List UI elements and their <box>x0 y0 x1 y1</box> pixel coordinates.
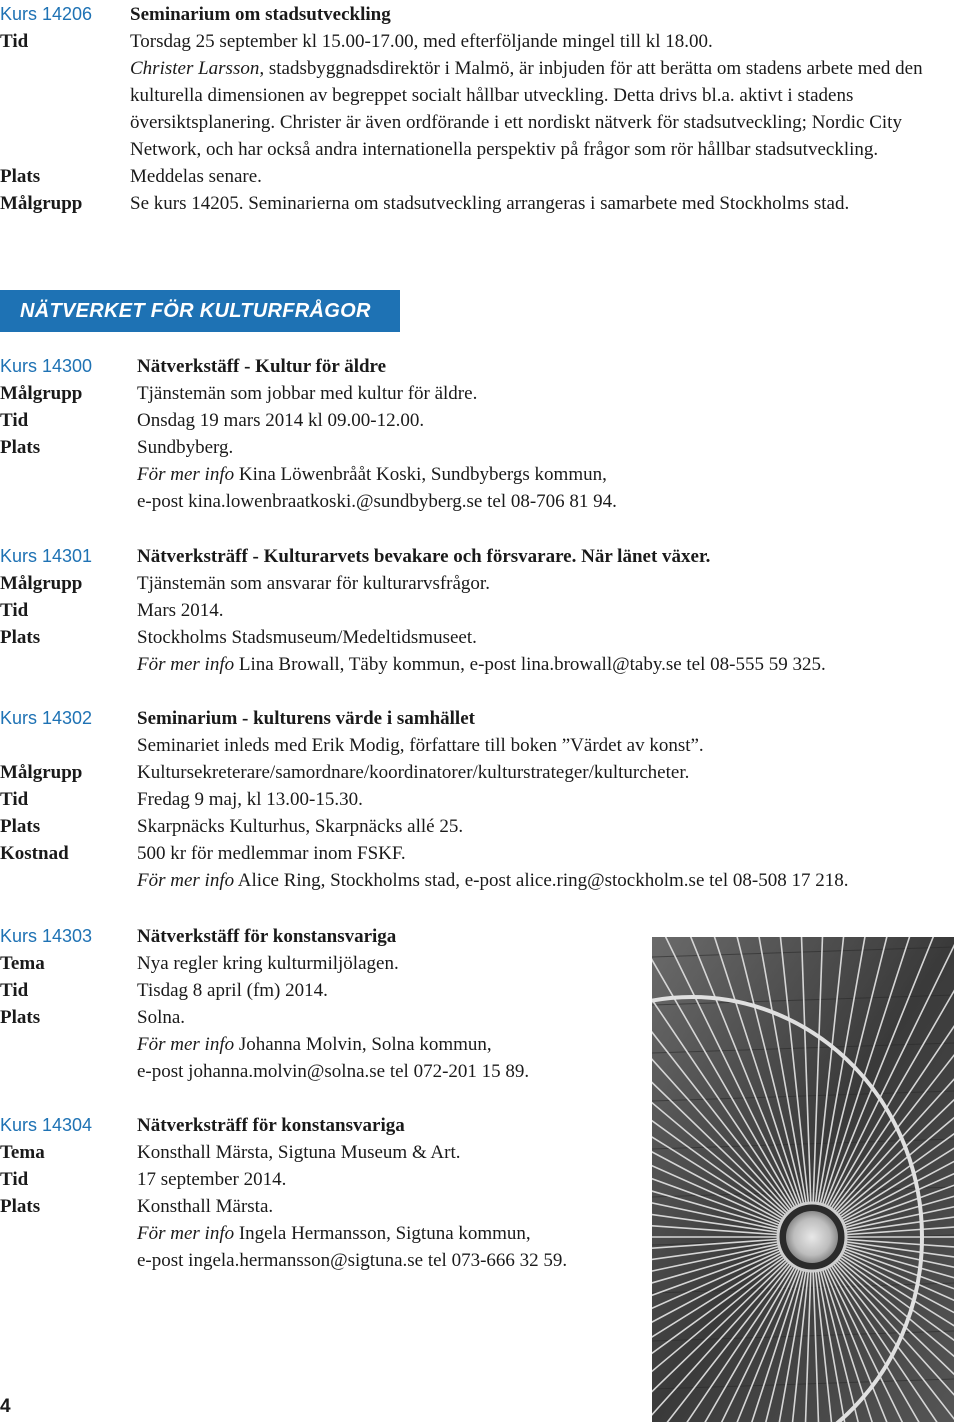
course-14300 <box>0 353 956 515</box>
detail-label: Målgrupp <box>0 762 83 783</box>
info-contact-2: e-post kina.lowenbraatkoski.@sundbyberg.se tel 08-706 81 94. <box>137 491 617 512</box>
detail-value: Sundbyberg. <box>137 437 234 458</box>
detail-row <box>0 950 640 977</box>
detail-row <box>0 759 956 786</box>
course-14304 <box>0 1112 640 1274</box>
detail-label: Tid <box>0 1169 29 1190</box>
course-header-row <box>0 1 956 28</box>
detail-value: Konsthall Märsta, Sigtuna Museum & Art. <box>137 1142 461 1163</box>
info-text <box>137 867 956 894</box>
detail-value: Tisdag 8 april (fm) 2014. <box>137 980 328 1001</box>
detail-row <box>0 1139 640 1166</box>
detail-value: Tjänstemän som jobbar med kultur för äldre. <box>137 383 478 404</box>
detail-label: Plats <box>0 816 41 837</box>
info-label: För mer info <box>137 870 235 891</box>
detail-row <box>0 570 956 597</box>
detail-row <box>0 1193 640 1220</box>
info-spacer <box>0 1247 137 1274</box>
detail-label: Tid <box>0 789 29 810</box>
course-number: Kurs 14303 <box>0 926 93 946</box>
detail-value: Nya regler kring kulturmiljölagen. <box>137 953 399 974</box>
course-14302 <box>0 705 956 894</box>
info-spacer <box>0 1220 137 1247</box>
info-spacer <box>0 488 137 515</box>
detail-label: Tid <box>0 980 29 1001</box>
tid-value: Torsdag 25 september kl 15.00-17.00, med efterföljande mingel till kl 18.00. <box>130 31 713 52</box>
info-label: För mer info <box>137 1034 235 1055</box>
info-contact: Kina Löwenbrååt Koski, Sundbybergs kommun, <box>234 464 607 485</box>
detail-row <box>0 407 956 434</box>
course-14301 <box>0 543 956 678</box>
plats-row <box>0 163 956 190</box>
course-header-row <box>0 1112 640 1139</box>
detail-row <box>0 380 956 407</box>
tid-label: Tid <box>0 31 29 52</box>
description-row <box>0 55 956 163</box>
course-header-row <box>0 543 956 570</box>
detail-label: Tid <box>0 600 29 621</box>
description-name: Christer Larsson, <box>130 58 265 79</box>
info-spacer <box>0 1058 137 1085</box>
info-contact-2: e-post johanna.molvin@solna.se tel 072-201 15 89. <box>137 1061 530 1082</box>
detail-value: Kultursekreterare/samordnare/koordinatorer/kulturstrateger/kulturcheter. <box>137 762 690 783</box>
course-title: Nätverksträff - Kulturarvets bevakare och försvarare. När länet växer. <box>137 546 711 567</box>
detail-label: Plats <box>0 1007 41 1028</box>
info-label: För mer info <box>137 464 235 485</box>
info-contact: Lina Browall, Täby kommun, e-post lina.browall@taby.se tel 08-555 59 325. <box>234 654 826 675</box>
detail-value: 500 kr för medlemmar inom FSKF. <box>137 843 406 864</box>
course-title: Nätverkstäff - Kultur för äldre <box>137 356 387 377</box>
malgrupp-label: Målgrupp <box>0 193 83 214</box>
info-spacer <box>0 867 137 894</box>
info-label: För mer info <box>137 1223 235 1244</box>
course-title: Nätverksträff för konstansvariga <box>137 1115 405 1136</box>
info-spacer <box>0 651 137 678</box>
subtitle-row <box>0 732 956 759</box>
detail-value: Stockholms Stadsmuseum/Medeltidsmuseet. <box>137 627 477 648</box>
detail-value: Onsdag 19 mars 2014 kl 09.00-12.00. <box>137 410 425 431</box>
plats-value: Meddelas senare. <box>130 166 262 187</box>
info-contact: Ingela Hermansson, Sigtuna kommun, <box>234 1223 531 1244</box>
info-text <box>137 1031 640 1058</box>
info-row <box>0 1031 640 1058</box>
detail-label: Kostnad <box>0 843 69 864</box>
detail-row <box>0 813 956 840</box>
description-spacer <box>0 55 130 163</box>
course-14206 <box>0 1 956 217</box>
course-header-row <box>0 923 640 950</box>
detail-row <box>0 840 956 867</box>
info-text <box>137 1220 640 1247</box>
detail-value: Konsthall Märsta. <box>137 1196 274 1217</box>
course-number: Kurs 14206 <box>0 4 93 24</box>
detail-value: Solna. <box>137 1007 186 1028</box>
detail-label: Plats <box>0 437 41 458</box>
course-title: Seminarium om stadsutveckling <box>130 4 391 25</box>
detail-row <box>0 786 956 813</box>
info-contact-2: e-post ingela.hermansson@sigtuna.se tel 073-666 32 59. <box>137 1250 568 1271</box>
detail-row <box>0 434 956 461</box>
info-row <box>0 1220 640 1247</box>
detail-label: Målgrupp <box>0 383 83 404</box>
info-spacer <box>0 461 137 488</box>
info-contact: Johanna Molvin, Solna kommun, <box>234 1034 492 1055</box>
detail-value: 17 september 2014. <box>137 1169 287 1190</box>
info-row-2 <box>0 1058 640 1085</box>
detail-row <box>0 1004 640 1031</box>
course-header-row <box>0 705 956 732</box>
section-banner: NÄTVERKET FÖR KULTURFRÅGOR <box>0 290 400 332</box>
info-label: För mer info <box>137 654 235 675</box>
info-text <box>137 461 956 488</box>
page-number: 4 <box>0 1396 11 1417</box>
course-number: Kurs 14300 <box>0 356 93 376</box>
info-contact: Alice Ring, Stockholms stad, e-post alice.ring@stockholm.se tel 08-508 17 218. <box>234 870 849 891</box>
detail-row <box>0 597 956 624</box>
info-row <box>0 461 956 488</box>
detail-value: Tjänstemän som ansvarar för kulturarvsfrågor. <box>137 573 490 594</box>
course-subtitle: Seminariet inleds med Erik Modig, författare till boken ”Värdet av konst”. <box>137 735 704 756</box>
tid-row <box>0 28 956 55</box>
detail-value: Mars 2014. <box>137 600 224 621</box>
detail-label: Plats <box>0 1196 41 1217</box>
detail-row <box>0 1166 640 1193</box>
course-header-row <box>0 353 956 380</box>
course-number: Kurs 14304 <box>0 1115 93 1135</box>
subtitle-spacer <box>0 732 137 759</box>
info-row <box>0 651 956 678</box>
info-text <box>137 651 956 678</box>
description <box>130 55 956 163</box>
detail-row <box>0 624 956 651</box>
detail-label: Målgrupp <box>0 573 83 594</box>
course-title: Nätverkstäff för konstansvariga <box>137 926 397 947</box>
detail-row <box>0 977 640 1004</box>
description-text: stadsbyggnadsdirektör i Malmö, är inbjuden för att berätta om stadens arbete med den kulturella dimensionen av begreppet socialt hållbar utveckling. Detta drivs bl.a. aktivt i stadens översiktsplanering. Christer är även ordförande i ett nordiskt nätverk för stadsutveckling; Nordic City Network, och har också andra internationella perspektiv på frågor som rör hållbar stadsutveckling. <box>130 58 923 160</box>
detail-value: Skarpnäcks Kulturhus, Skarpnäcks allé 25. <box>137 816 464 837</box>
detail-label: Plats <box>0 627 41 648</box>
info-row-2 <box>0 488 956 515</box>
chair-photo <box>652 937 954 1422</box>
course-number: Kurs 14301 <box>0 546 93 566</box>
plats-label: Plats <box>0 166 41 187</box>
course-title: Seminarium - kulturens värde i samhället <box>137 708 475 729</box>
malgrupp-value: Se kurs 14205. Seminarierna om stadsutveckling arrangeras i samarbete med Stockholms stad. <box>130 193 850 214</box>
info-spacer <box>0 1031 137 1058</box>
detail-label: Tema <box>0 953 45 974</box>
detail-label: Tema <box>0 1142 45 1163</box>
detail-value: Fredag 9 maj, kl 13.00-15.30. <box>137 789 363 810</box>
info-row <box>0 867 956 894</box>
course-number: Kurs 14302 <box>0 708 93 728</box>
detail-label: Tid <box>0 410 29 431</box>
malgrupp-row <box>0 190 956 217</box>
course-14303 <box>0 923 640 1085</box>
info-row-2 <box>0 1247 640 1274</box>
